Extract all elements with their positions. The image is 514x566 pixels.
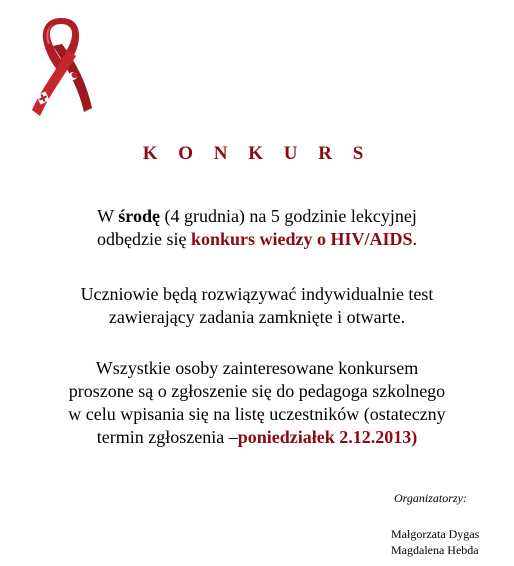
contest-highlight: konkurs wiedzy o HIV/AIDS <box>190 229 413 249</box>
deadline-highlight: poniedziałek 2.12.2013) <box>237 427 418 447</box>
organizers-label: Organizatorzy: <box>394 491 467 505</box>
organizer-name: Małgorzata Dygas <box>391 527 480 541</box>
paragraph-line: zawierający zadania zamknięte i otwarte. <box>108 307 406 327</box>
day-highlight: środę <box>118 206 160 226</box>
organizer-name: Magdalena Hebda <box>391 543 479 557</box>
paragraph-line: w celu wpisania się na listę uczestników (ostateczny <box>68 404 446 424</box>
paragraph-line: W środę (4 grudnia) na 5 godzinie lekcyjnej <box>97 206 417 226</box>
page-title: K O N K U R S <box>142 143 372 164</box>
red-ribbon-icon <box>26 14 96 124</box>
registration-paragraph <box>0 357 514 449</box>
paragraph-line: termin zgłoszenia –poniedziałek 2.12.2013) <box>96 427 418 447</box>
announcement-paragraph <box>0 205 514 251</box>
paragraph-line: Wszystkie osoby zainteresowane konkursem <box>95 358 419 378</box>
paragraph-line: odbędzie się konkurs wiedzy o HIV/AIDS. <box>96 229 417 249</box>
paragraph-line: proszone są o zgłoszenie się do pedagoga szkolnego <box>68 381 446 401</box>
test-info-paragraph <box>0 283 514 329</box>
paragraph-line: Uczniowie będą rozwiązywać indywidualnie test <box>80 284 434 304</box>
